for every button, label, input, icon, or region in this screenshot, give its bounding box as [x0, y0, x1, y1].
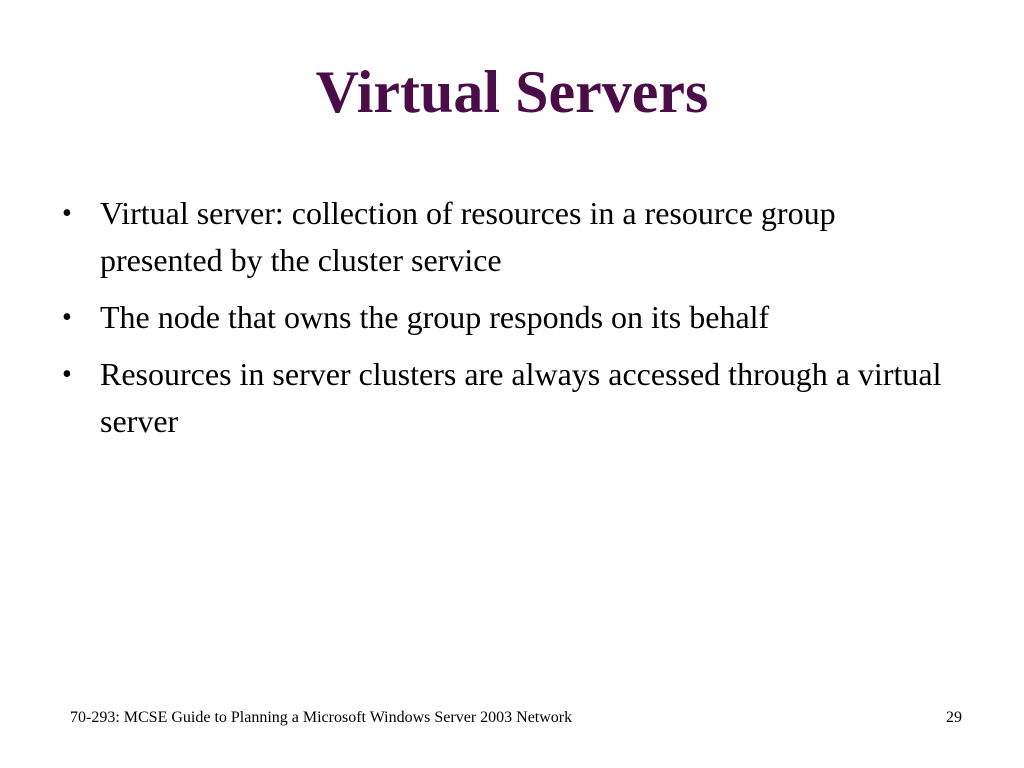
bullet-item	[58, 294, 958, 341]
bullet-text: Virtual server: collection of resources in a resource group presented by the cluster service	[100, 195, 836, 278]
bullet-icon: •	[62, 359, 72, 390]
footer-course-title: 70-293: MCSE Guide to Planning a Microsoft Windows Server 2003 Network	[70, 709, 573, 726]
slide-title: Virtual Servers	[315, 59, 709, 125]
bullet-text: Resources in server clusters are always accessed through a virtual server	[100, 356, 942, 439]
bullet-item	[58, 190, 958, 284]
bullet-icon: •	[62, 198, 72, 229]
slide-page-number: 29	[946, 709, 962, 726]
bullet-icon: •	[62, 302, 72, 333]
bullet-item	[58, 351, 958, 445]
bullet-text: The node that owns the group responds on its behalf	[100, 299, 770, 335]
bullet-list	[58, 190, 958, 455]
